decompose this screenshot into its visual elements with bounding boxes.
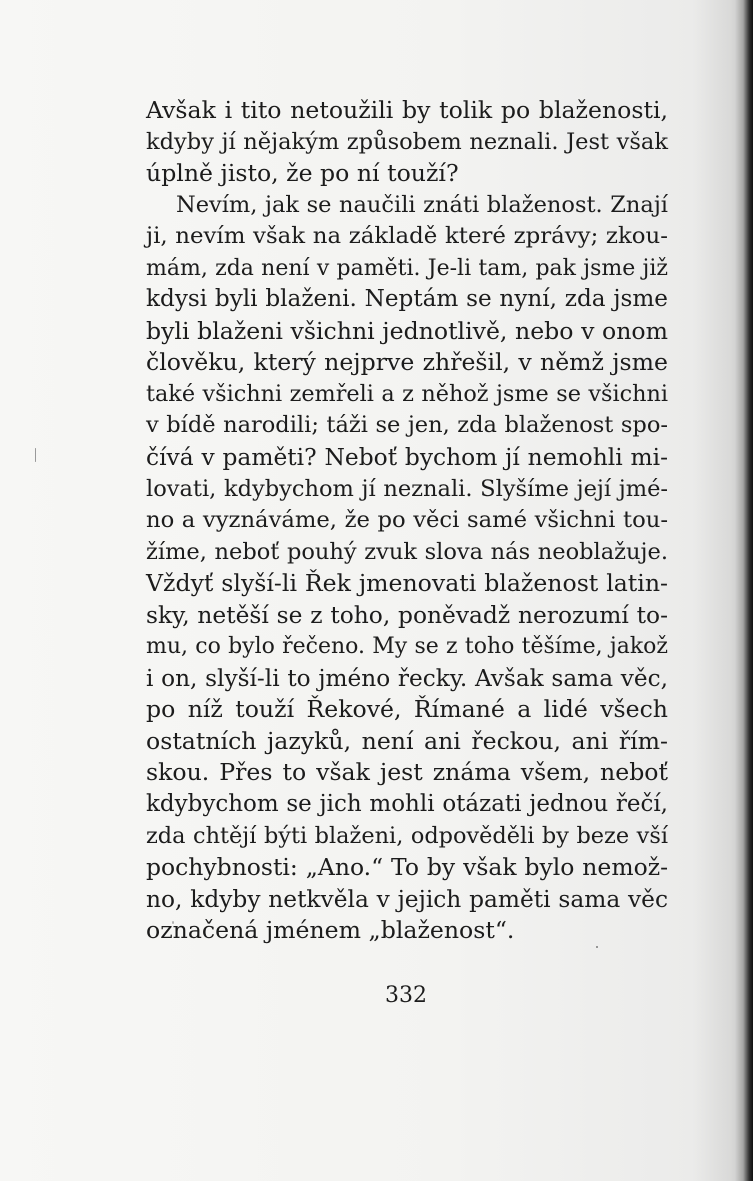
text-line: žíme, neboť pouhý zvuk slova nás neoblažuje. [146,538,668,565]
text-line: no a vyznáváme, že po věci samé všichni tou- [146,507,668,534]
book-spine-shadow [735,0,753,1181]
text-line: po níž touží Řekové, Římané a lidé všech [146,695,668,724]
page-number: 332 [385,983,427,1008]
text-line: i on, slyší-li to jméno řecky. Avšak sama věc, [146,664,668,692]
text-line: také všichni zemřeli a z něhož jsme se všichni [146,380,668,407]
text-line: byli blaženi všichni jednotlivě, nebo v onom [146,316,668,345]
body-text [146,95,668,947]
text-line: ostatních jazyků, není ani řeckou, ani řím- [146,726,668,755]
text-line: no, kdyby netkvěla v jejich paměti sama věc [146,885,668,913]
text-line: čívá v paměti? Neboť bychom jí nemohli mi- [146,443,668,472]
text-line: člověku, který nejprve zhřešil, v němž jsme [146,348,668,377]
text-line: Avšak i tito netoužili by tolik po blaženosti, [146,96,668,124]
text-line: mám, zda není v paměti. Je-li tam, pak jsme již [146,255,668,281]
text-line: sky, netěší se z toho, poněvadž nerozumí to- [146,600,668,629]
text-line: lovati, kdybychom jí neznali. Slyšíme její jmé- [146,475,668,502]
text-line: kdysi byli blaženi. Neptám se nyní, zda jsme [146,286,668,313]
text-line: označená jménem „blaženost“. [146,916,515,945]
text-line: pochybnosti: „Ano.“ To by však bylo nemož- [146,853,668,882]
text-line: úplně jisto, že po ní touží? [146,159,459,188]
text-line: Vždyť slyší-li Řek jmenovati blaženost latin- [146,569,668,598]
text-line: zda chtějí býti blaženi, odpověděli by beze vší [146,822,668,849]
scan-mark [35,448,36,462]
text-line: kdybychom se jich mohli otázati jednou řečí, [146,791,668,818]
text-line: Nevím, jak se naučili znáti blaženost. Znají [176,191,668,218]
text-line: mu, co bylo řečeno. My se z toho těšíme, jakož [146,634,668,660]
text-line: ji, nevím však na základě které zprávy; zkou- [146,223,668,250]
text-line: kdyby jí nějakým způsobem neznali. Jest však [146,128,668,155]
text-line: skou. Přes to však jest známa všem, neboť [146,758,668,787]
text-line: v bídě narodili; táži se jen, zda blaženost spo- [146,412,668,439]
